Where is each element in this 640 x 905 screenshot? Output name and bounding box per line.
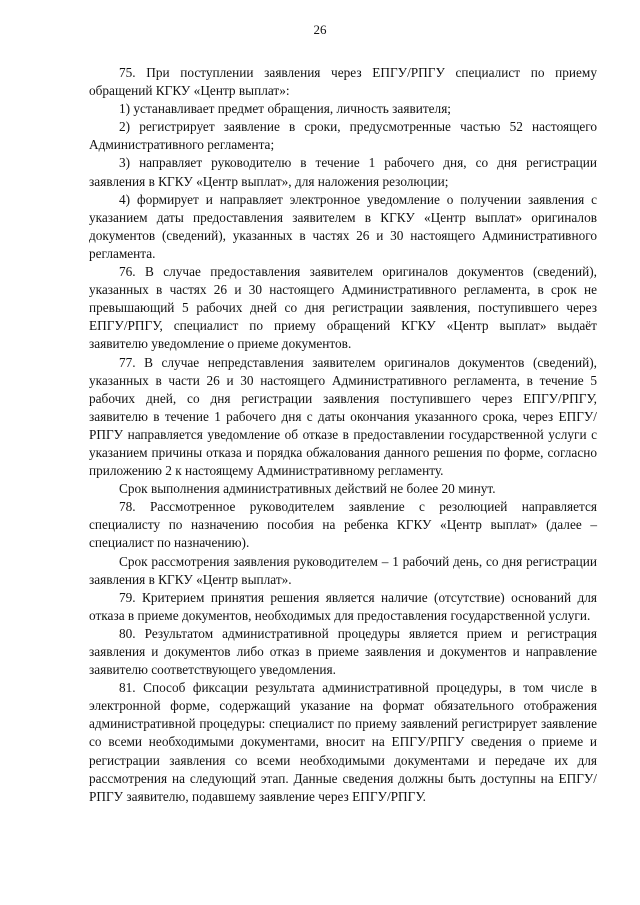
paragraph-75-item-4: 4) формирует и направляет электронное уведомление о получении заявления с указанием даты предоставления заявителем в КГКУ «Центр выплат» оригиналов документов (сведений), указанных в частях 26 и 30 настоящего Административного регламента. <box>89 191 597 261</box>
paragraph-75-item-2: 2) регистрирует заявление в сроки, предусмотренные частью 52 настоящего Административного регламента; <box>89 119 597 153</box>
paragraph-77-term: Срок выполнения административных действий не более 20 минут. <box>119 481 496 497</box>
paragraph-78-term: Срок рассмотрения заявления руководителем – 1 рабочий день, со дня регистрации заявления в КГКУ «Центр выплат». <box>89 553 597 587</box>
paragraph-76: 76. В случае предоставления заявителем оригиналов документов (сведений), указанных в частях 26 и 30 настоящего Административного регламента, в срок не превышающий 5 рабочих дней со дня регистрации заявления, поступившего через ЕПГУ/РПГУ, специалист по приему обращений КГКУ «Центр выплат» выдаёт заявителю уведомление о приеме документов. <box>89 264 597 352</box>
paragraph-80: 80. Результатом административной процедуры является прием и регистрация заявления и документов либо отказ в приеме заявления и документов и направление заявителю соответствующего уведомления. <box>89 625 597 678</box>
page-number: 26 <box>313 22 327 37</box>
paragraph-78: 78. Рассмотренное руководителем заявление с резолюцией направляется специалисту по назначению пособия на ребенка КГКУ «Центр выплат» (далее – специалист по назначению). <box>89 499 597 551</box>
paragraph-81: 81. Способ фиксации результата административной процедуры, в том числе в электронной форме, содержащий указание на формат обязательного отображения административной процедуры: специалист по приему заявлений регистрирует заявление со всеми необходимыми документами, вносит на ЕПГУ/РПГУ сведения о приеме и регистрации заявления со всеми необходимыми документами и передаче их для рассмотрения на следующий этап. Данные сведения должны быть доступны на ЕПГУ/РПГУ заявителю, подавшему заявление через ЕПГУ/РПГУ. <box>89 680 597 804</box>
paragraph-79: 79. Критерием принятия решения является наличие (отсутствие) оснований для отказа в приеме документов, необходимых для предоставления государственной услуги. <box>89 589 597 623</box>
document-body <box>89 64 597 806</box>
paragraph-77: 77. В случае непредставления заявителем оригиналов документов (сведений), указанных в части 26 и 30 настоящего Административного регламента, в течение 5 рабочих дней, со дня регистрации заявления поступившего через ЕПГУ/РПГУ, заявителю в течение 1 рабочего дня с даты окончания указанного срока, через ЕПГУ/РПГУ направляется уведомление об отказе в предоставлении государственной услуги с указанием причины отказа и порядка обжалования данного решения по форме, согласно приложению 2 к настоящему Административному регламенту. <box>89 354 597 479</box>
paragraph-75-item-1: 1) устанавливает предмет обращения, личность заявителя; <box>119 101 452 117</box>
paragraph-75-item-3: 3) направляет руководителю в течение 1 рабочего дня, со дня регистрации заявления в КГКУ «Центр выплат», для наложения резолюции; <box>89 155 597 189</box>
paragraph-75: 75. При поступлении заявления через ЕПГУ/РПГУ специалист по приему обращений КГКУ «Центр выплат»: <box>89 65 597 99</box>
